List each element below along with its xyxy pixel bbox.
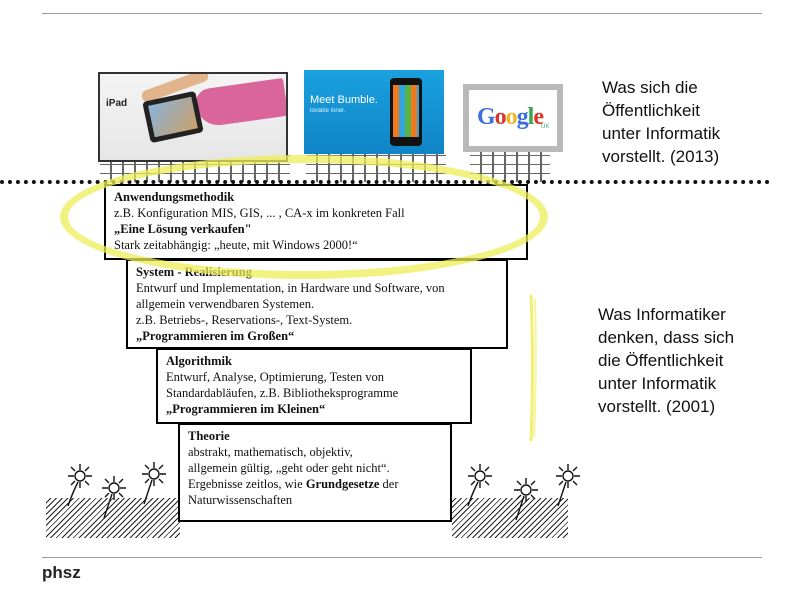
- caption-public-2013: Was sich die Öffentlichkeit unter Informatik vorstellt. (2013): [602, 78, 721, 166]
- legs-graphic: [194, 78, 288, 128]
- anwendung-line-2: „Eine Lösung verkaufen": [114, 222, 252, 236]
- ipad-billboard: [98, 72, 288, 162]
- billboard-scaffold-right: [470, 152, 550, 182]
- anwendung-box: [104, 184, 528, 260]
- system-line-2: allgemein verwendbaren Systemen.: [136, 297, 315, 311]
- algorithmik-title: Algorithmik: [166, 354, 232, 368]
- system-line-1: Entwurf und Implementation, in Hardware und Software, von: [136, 281, 445, 295]
- top-rule: [42, 13, 762, 14]
- system-line-3: z.B. Betriebs-, Reservations-, Text-System.: [136, 313, 353, 327]
- footer-logo: phsz: [42, 563, 81, 582]
- theorie-line-2: allgemein gültig, „geht oder geht nicht“.: [188, 461, 390, 475]
- bumble-title: Meet Bumble.: [310, 94, 378, 106]
- bottom-rule: [42, 557, 762, 558]
- phone-graphic: [390, 78, 422, 146]
- theorie-line-3-post: der: [379, 477, 399, 491]
- anwendung-line-3: Stark zeitabhängig: „heute, mit Windows 2000!“: [114, 238, 358, 252]
- algorithmik-box: [156, 348, 472, 424]
- windows-phone-billboard: [304, 70, 444, 154]
- theorie-line-1: abstrakt, mathematisch, objektiv,: [188, 445, 353, 459]
- system-line-4: „Programmieren im Großen“: [136, 329, 295, 343]
- algorithmik-line-3: „Programmieren im Kleinen“: [166, 402, 326, 416]
- theorie-title: Theorie: [188, 429, 230, 443]
- google-logo: Google: [477, 104, 543, 130]
- ipad-label: iPad: [106, 98, 128, 109]
- anwendung-line-1: z.B. Konfiguration MIS, GIS, ... , CA-x im konkreten Fall: [114, 206, 405, 220]
- caption-informatiker-2001: Was Informatiker denken, dass sich die Öffentlichkeit unter Informatik vorstellt. (2001): [598, 305, 735, 416]
- theorie-line-3-pre: Ergebnisse zeitlos, wie: [188, 477, 306, 491]
- billboard-scaffold-middle: [306, 152, 446, 182]
- algorithmik-line-2: Standardabläufen, z.B. Bibliotheksprogramme: [166, 386, 399, 400]
- flower-icon: [460, 462, 500, 508]
- flower-icon: [134, 460, 174, 506]
- theorie-line-3: [188, 476, 442, 492]
- system-box: [126, 259, 508, 349]
- google-region: UK: [541, 124, 550, 130]
- theorie-box: [178, 423, 452, 522]
- google-billboard: [463, 84, 563, 152]
- bumble-subtitle: lovable loner.: [310, 108, 346, 114]
- anwendung-title: Anwendungsmethodik: [114, 190, 235, 204]
- vertical-highlight-mark: [527, 293, 539, 443]
- theorie-line-3-bold: Grundgesetze: [305, 477, 380, 491]
- flower-icon: [506, 476, 546, 522]
- system-title: System - Realisierung: [136, 265, 252, 279]
- flower-icon: [94, 474, 134, 520]
- theorie-line-4: Naturwissenschaften: [188, 493, 293, 507]
- algorithmik-line-1: Entwurf, Analyse, Optimierung, Testen von: [166, 370, 384, 384]
- flower-icon: [548, 462, 588, 508]
